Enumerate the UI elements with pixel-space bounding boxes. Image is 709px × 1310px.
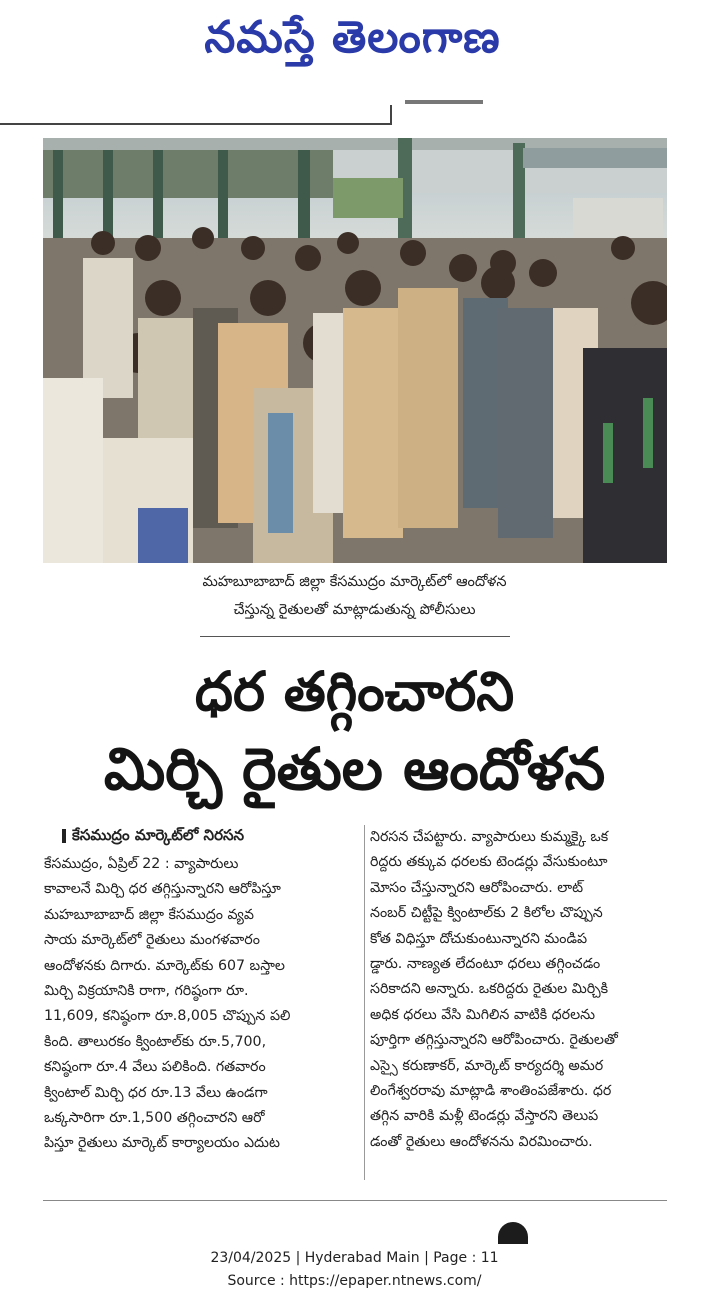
body-line: నిరసన చేపట్టారు. వ్యాపారులు కుమ్మక్కై ఒక (370, 829, 609, 845)
body-line: మోసం చేస్తున్నారని ఆరోపించారు. లాట్ (370, 879, 584, 896)
body-line: ఆందోళనకు దిగారు. మార్కెట్‌కు 607 బస్తాల (44, 957, 285, 974)
body-line: కింది. తాలురకం క్వింటాల్‌కు రూ.5,700, (44, 1033, 267, 1050)
news-photo (43, 138, 667, 563)
body-line: తగ్గిన వారికి మళ్లీ టెండర్లు వేస్తారని తెలుప (370, 1108, 599, 1125)
article-column-right (370, 825, 667, 1155)
body-line: అధిక ధరలు వేసి మిగిలిన వాటికి ధరలను (370, 1006, 595, 1023)
caption-rule (200, 636, 510, 637)
masthead-logo (150, 8, 555, 78)
body-line: 11,609, కనిష్ఠంగా రూ.8,005 చొప్పున పలి (44, 1008, 291, 1025)
adjacent-article-fragment (405, 100, 483, 104)
column-divider (364, 825, 365, 1180)
masthead-rule (0, 123, 390, 125)
article-column-left (44, 852, 366, 1157)
body-line: రిద్దరు తక్కువ ధరలకు టెండర్లు వేసుకుంటూ (370, 854, 608, 871)
photo-caption-line-1: మహబూబాబాద్ జిల్లా కేసముద్రం మార్కెట్‌లో ఆందోళన (202, 574, 507, 590)
body-line: మిర్చి విక్రయానికి రాగా, గరిష్ఠంగా రూ. (44, 982, 249, 999)
footer-source: Source : https://epaper.ntnews.com/ (227, 1273, 482, 1289)
subhead-marker (62, 829, 66, 843)
article-subhead: కేసముద్రం మార్కెట్‌లో నిరసన (72, 826, 245, 844)
body-line: నంబర్ చిట్టీపై క్వింటాల్‌కు 2 కిలోల చొప్పున (370, 905, 603, 922)
next-article-fragment (498, 1222, 528, 1244)
body-line: క్వింటాల్ మిర్చి ధర రూ.13 వేలు ఉండగా (44, 1084, 268, 1101)
body-line: కోత విధిస్తూ దోచుకుంటున్నారని మండిప (370, 930, 588, 947)
body-line: పూర్తిగా తగ్గిస్తున్నారని ఆరోపించారు. రైతులతో (370, 1032, 618, 1049)
body-line: సరికాదని అన్నారు. ఒకరిద్దరు రైతుల మిర్చికి (370, 981, 609, 998)
body-line: సాయ మార్కెట్‌లో రైతులు మంగళవారం (44, 932, 260, 949)
body-line: కేసముద్రం, ఏప్రిల్ 22 : వ్యాపారులు (44, 856, 239, 872)
body-line: డ్డారు. నాణ్యత లేదంటూ ధరలు తగ్గించడం (370, 955, 601, 972)
article-bottom-rule (43, 1200, 667, 1201)
body-line: ఎస్సై కరుణాకర్, మార్కెట్ కార్యదర్శి అమర (370, 1057, 604, 1074)
photo-caption-line-2: చేస్తున్న రైతులతో మాట్లాడుతున్న పోలీసులు (233, 602, 476, 618)
photo-illustration (43, 138, 667, 563)
body-line: డంతో రైతులు ఆందోళనను విరమించారు. (370, 1133, 593, 1150)
body-line: కావాలనే మిర్చి ధర తగ్గిస్తున్నారని ఆరోపిస్తూ (44, 881, 281, 898)
headline-line-1: ధర తగ్గించారని (194, 660, 515, 723)
column-divider-top (390, 105, 392, 125)
headline-line-2: మిర్చి రైతుల ఆందోళన (103, 735, 606, 803)
body-line: కనిష్ఠంగా రూ.4 వేలు పలికింది. గతవారం (44, 1059, 266, 1076)
footer-date-edition: 23/04/2025 | Hyderabad Main | Page : 11 (210, 1250, 499, 1266)
masthead-title: నమస్తే తెలంగాణ (204, 12, 501, 63)
body-line: ఒక్కసారిగా రూ.1,500 తగ్గించారని ఆరో (44, 1109, 265, 1126)
body-line: పిస్తూ రైతులు మార్కెట్ కార్యాలయం ఎదుట (44, 1135, 280, 1152)
body-line: మహబూబాబాద్ జిల్లా కేసముద్రం వ్యవ (44, 906, 254, 923)
body-line: లింగేశ్వరరావు మాట్లాడి శాంతింపజేశారు. ధర (370, 1082, 612, 1099)
